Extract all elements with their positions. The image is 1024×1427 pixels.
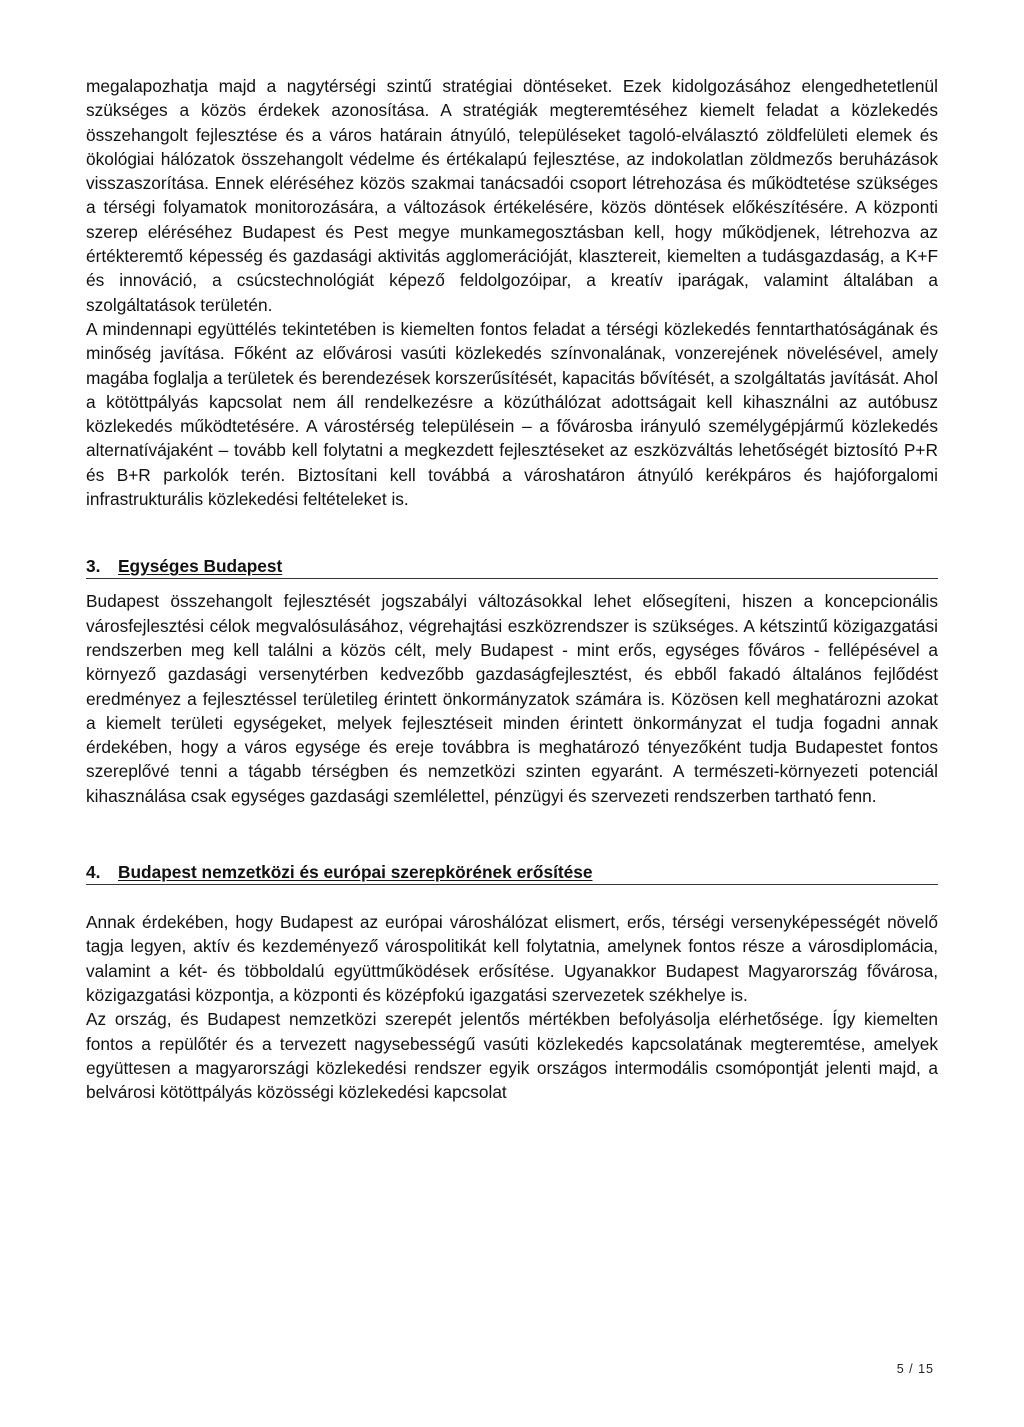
section-3-rule bbox=[86, 578, 938, 579]
section-4 bbox=[86, 861, 938, 1104]
page-number: 5 / 15 bbox=[896, 1362, 934, 1376]
section-4-paragraph-2: Az ország, és Budapest nemzetközi szerepét jelentős mértékben befolyásolja elérhetősége. Így kiemelten fontos a repülőtér és a tervezett nagysebességű vasúti közlekedés kapcsolatának megteremtése, amelyek együttesen a magyarországi közlekedési rendszer egyik országos intermodális csomópontját jelenti majd, a belvárosi kötöttpályás közösségi közlekedési kapcsolat bbox=[86, 1009, 938, 1103]
section-3-paragraph: Budapest összehangolt fejlesztését jogszabályi változásokkal lehet elősegíteni, hiszen a koncepcionális városfejlesztési célok megvalósulásához, végrehajtási eszközrendszer is szükséges. A kétszintű közigazgatási rendszerben meg kell találni a közös célt, mely Budapest - mint erős, egységes főváros - fellépésével a környező gazdasági versenytérben kedvezőbb gazdaságfejlesztést, és ebből fakadó általános fejlődést eredményez a fejlesztéssel területileg érintett önkormányzatok számára is. Közösen kell meghatározni azokat a kiemelt területi egységeket, melyek fejlesztéseit minden érintett önkormányzat el tudja fogadni annak érdekében, hogy a város egysége és ereje továbbra is meghatározó tényezőként tudja Budapestet fontos szereplővé tenni a tágabb térségben és nemzetközi szinten egyaránt. A természeti-környezeti potenciál kihasználása csak egységes gazdasági szemlélettel, pénzügyi és szervezeti rendszerben tartható fenn. bbox=[86, 591, 938, 806]
section-4-number: 4. bbox=[86, 862, 101, 883]
document-page bbox=[86, 74, 938, 1104]
section-4-title: Budapest nemzetközi és európai szerepkörének erősítése bbox=[118, 862, 593, 883]
body-paragraph-2: A mindennapi együttélés tekintetében is kiemelten fontos feladat a térségi közlekedés fenntarthatóságának és minőség javítása. Főként az elővárosi vasúti közlekedés színvonalának, vonzerejének növelésével, amely magába foglalja a területek és berendezések korszerűsítését, kapacitás bővítését, a szolgáltatás javítását. Ahol a kötöttpályás kapcsolat nem áll rendelkezésre a közúthálózat adottságait kell kihasználni az autóbusz közlekedés működtetésére. A várostérség településein – a fővárosba irányuló személygépjármű közlekedés alternatívájaként – tovább kell folytatni a megkezdett fejlesztéseket az eszközváltás lehetőségét biztosító P+R és B+R parkolók terén. Biztosítani kell továbbá a városhatáron átnyúló kerékpáros és hajóforgalomi infrastrukturális közlekedési feltételeket is. bbox=[86, 318, 938, 510]
section-4-paragraph-1: Annak érdekében, hogy Budapest az európai városhálózat elismert, erős, térségi versenyképességét növelő tagja legyen, aktív és kezdeményező várospolitikát kell folytatnia, amelynek fontos része a városdiplomácia, valamint a két- és többoldalú együttműködések erősítése. Ugyanakkor Budapest Magyarország fővárosa, közigazgatási központja, a központi és középfokú igazgatási szervezetek székhelye is. bbox=[86, 912, 938, 1005]
section-3-title: Egységes Budapest bbox=[118, 556, 283, 577]
section-4-rule bbox=[86, 884, 938, 885]
section-3-heading bbox=[86, 555, 938, 577]
section-3-number: 3. bbox=[86, 556, 101, 577]
section-4-heading bbox=[86, 861, 938, 883]
section-3 bbox=[86, 555, 938, 808]
body-paragraph-1: megalapozhatja majd a nagytérségi szintű stratégiai döntéseket. Ezek kidolgozásához elengedhetetlenül szükséges a közös érdekek azonosítása. A stratégiák megteremtéséhez kiemelt feladat a közlekedés összehangolt fejlesztése és a város határain átnyúló, településeket tagoló-elválasztó zöldfelületi elemek és ökológiai hálózatok összehangolt védelme és értékalapú fejlesztése, az indokolatlan zöldmezős beruházások visszaszorítása. Ennek eléréséhez közös szakmai tanácsadói csoport létrehozása és működtetése szükséges a térségi folyamatok monitorozására, a változások értékelésére, közös döntések előkészítésére. A központi szerep eléréséhez Budapest és Pest megye munkamegosztásban kell, hogy működjenek, létrehozva az értékteremtő képesség és gazdasági aktivitás agglomerációját, klasztereit, kiemelten a tudásgazdaság, a K+F és innováció, a csúcstechnológiát képező feldolgozóipar, a kreatív iparágak, valamint általában a szolgáltatások területén. bbox=[86, 76, 938, 315]
